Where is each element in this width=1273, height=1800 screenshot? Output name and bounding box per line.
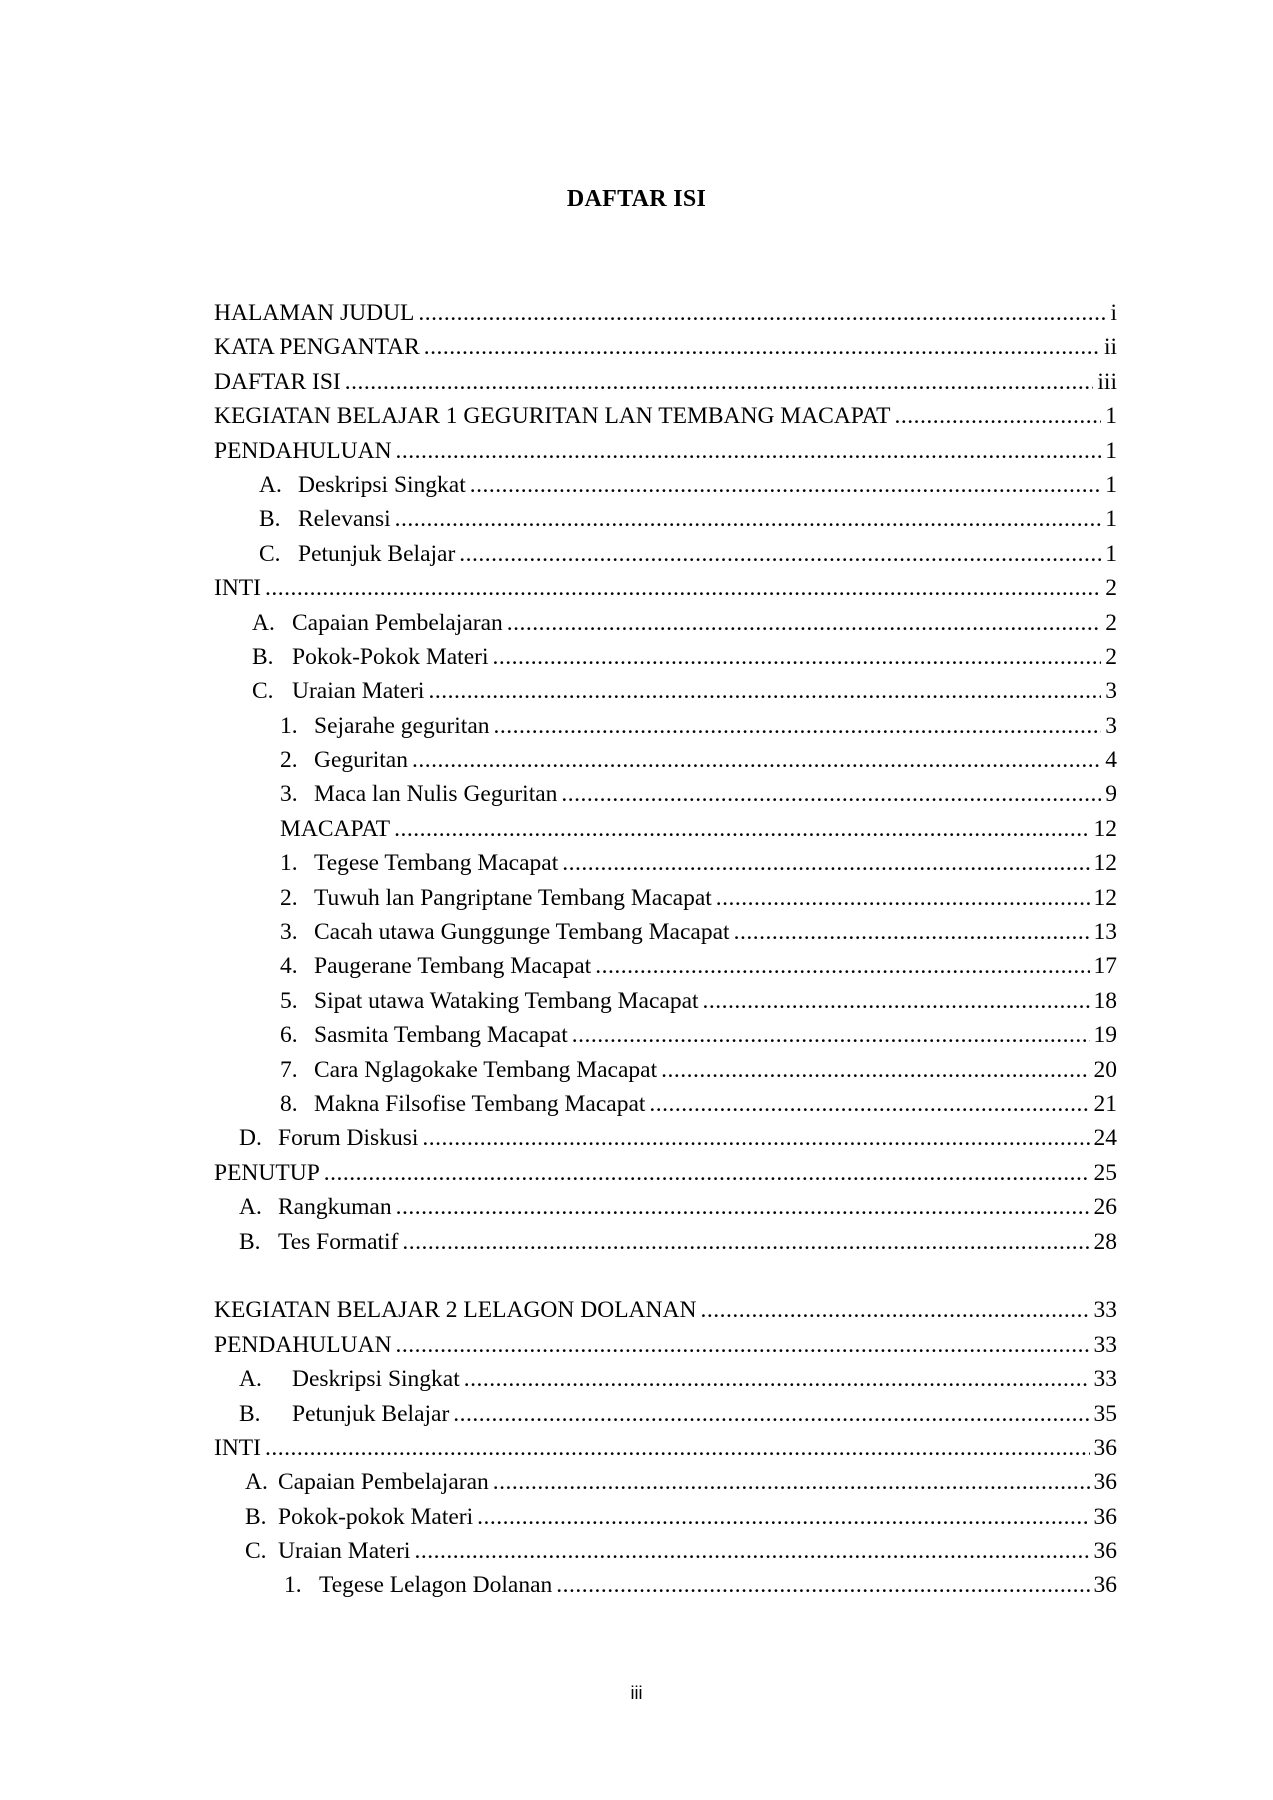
toc-entry-page: 1 (1105, 437, 1117, 464)
toc-entry-title: Uraian Materi (278, 1538, 411, 1565)
toc-entry[interactable] (214, 1534, 1117, 1568)
toc-entry[interactable] (214, 365, 1117, 399)
toc-entry-number: 4. (280, 953, 298, 980)
toc-entry-page: 35 (1093, 1400, 1117, 1427)
toc-entry[interactable] (214, 296, 1117, 330)
toc-entry-number: 8. (280, 1090, 298, 1117)
table-of-contents (214, 296, 1117, 1603)
toc-dot-leader (396, 1190, 1090, 1224)
toc-entry-page: 36 (1093, 1469, 1117, 1496)
toc-dot-leader (464, 1362, 1090, 1396)
toc-entry-title: HALAMAN JUDUL (214, 300, 415, 326)
toc-entry-page: 36 (1093, 1572, 1117, 1599)
toc-entry-page: 36 (1093, 1434, 1117, 1461)
toc-entry-title: Pokok-Pokok Materi (292, 643, 489, 670)
toc-entry[interactable] (214, 846, 1117, 880)
toc-entry[interactable] (214, 881, 1117, 915)
toc-entry-title: KEGIATAN BELAJAR 1 GEGURITAN LAN TEMBANG MACAPAT (214, 403, 891, 430)
toc-dot-leader (424, 330, 1100, 364)
toc-entry[interactable] (214, 1293, 1117, 1327)
toc-entry-page: 25 (1093, 1159, 1117, 1186)
toc-dot-leader (494, 709, 1102, 743)
toc-entry-title: Deskripsi Singkat (292, 1366, 460, 1393)
toc-entry-title: Sipat utawa Wataking Tembang Macapat (314, 987, 699, 1014)
toc-entry-number: C. (245, 1538, 267, 1565)
toc-entry[interactable] (214, 984, 1117, 1018)
toc-entry-page: 9 (1105, 781, 1117, 808)
toc-entry-title: PENDAHULUAN (214, 1331, 392, 1358)
toc-entry-title: Relevansi (298, 506, 391, 533)
toc-dot-leader (493, 1465, 1090, 1499)
toc-entry[interactable] (214, 743, 1117, 777)
toc-entry-page: 18 (1093, 987, 1117, 1014)
toc-entry-number: 3. (280, 781, 298, 808)
toc-entry-page: 2 (1105, 609, 1117, 636)
toc-entry[interactable] (214, 1053, 1117, 1087)
toc-dot-leader (894, 399, 1101, 433)
toc-entry-number: B. (259, 506, 281, 533)
toc-entry-title: Petunjuk Belajar (292, 1400, 450, 1427)
toc-entry-title: INTI (214, 575, 261, 602)
toc-dot-leader (700, 1293, 1089, 1327)
toc-entry-title: INTI (214, 1434, 261, 1461)
toc-entry-title: Capaian Pembelajaran (278, 1469, 489, 1496)
toc-entry-page: 12 (1093, 815, 1117, 842)
toc-dot-leader (422, 1121, 1089, 1155)
toc-entry-page: 21 (1093, 1090, 1117, 1117)
toc-dot-leader (561, 777, 1101, 811)
toc-entry-title: Cacah utawa Gunggunge Tembang Macapat (314, 919, 730, 946)
toc-dot-leader (428, 674, 1101, 708)
toc-entry-page: 36 (1093, 1538, 1117, 1565)
toc-entry-number: A. (239, 1194, 262, 1221)
toc-entry-title: Tuwuh lan Pangriptane Tembang Macapat (314, 884, 712, 911)
toc-entry-page: 3 (1105, 678, 1117, 705)
toc-entry-title: Tes Formatif (278, 1228, 399, 1255)
toc-entry-number: 3. (280, 919, 298, 946)
toc-entry-page: 19 (1093, 1022, 1117, 1049)
toc-entry[interactable] (214, 777, 1117, 811)
toc-entry-title: Deskripsi Singkat (298, 471, 466, 498)
toc-dot-leader (716, 881, 1090, 915)
toc-entry[interactable] (214, 571, 1117, 605)
toc-dot-leader (412, 743, 1101, 777)
toc-entry-title: MACAPAT (280, 815, 391, 842)
toc-dot-leader (459, 537, 1101, 571)
toc-dot-leader (414, 1534, 1089, 1568)
toc-entry-title: Sejarahe geguritan (314, 712, 490, 739)
toc-entry-title: Pokok-pokok Materi (278, 1503, 474, 1530)
toc-entry[interactable] (214, 502, 1117, 536)
toc-spacer (214, 1259, 1117, 1293)
toc-dot-leader (572, 1018, 1090, 1052)
toc-entry-number: A. (239, 1366, 262, 1393)
toc-dot-leader (396, 434, 1102, 468)
toc-dot-leader (396, 1328, 1090, 1362)
toc-entry[interactable] (214, 399, 1117, 433)
toc-entry-title: Paugerane Tembang Macapat (314, 953, 592, 980)
toc-entry-page: 1 (1105, 540, 1117, 567)
toc-entry-number: 2. (280, 884, 298, 911)
toc-entry-number: B. (252, 643, 274, 670)
toc-dot-leader (470, 468, 1101, 502)
toc-entry-title: PENUTUP (214, 1159, 320, 1186)
toc-dot-leader (649, 1087, 1089, 1121)
toc-entry[interactable] (214, 1465, 1117, 1499)
toc-entry[interactable] (214, 1225, 1117, 1259)
toc-entry-number: B. (239, 1400, 261, 1427)
toc-entry[interactable] (214, 1362, 1117, 1396)
toc-entry-page: 20 (1093, 1056, 1117, 1083)
toc-dot-leader (265, 1431, 1090, 1465)
toc-entry-number: 6. (280, 1022, 298, 1049)
toc-dot-leader (661, 1053, 1089, 1087)
toc-entry[interactable] (214, 1431, 1117, 1465)
toc-dot-leader (556, 1568, 1089, 1602)
toc-entry[interactable] (214, 812, 1117, 846)
toc-entry-number: 7. (280, 1056, 298, 1083)
toc-dot-leader (395, 502, 1102, 536)
toc-dot-leader (734, 915, 1090, 949)
toc-dot-leader (703, 984, 1090, 1018)
toc-entry-title: KATA PENGANTAR (214, 334, 420, 361)
toc-entry-page: ii (1103, 334, 1117, 361)
toc-entry[interactable] (214, 1156, 1117, 1190)
toc-entry-page: 12 (1093, 850, 1117, 877)
toc-entry-title: Capaian Pembelajaran (292, 609, 503, 636)
toc-entry-title: Tegese Tembang Macapat (314, 850, 559, 877)
toc-entry-page: 12 (1093, 884, 1117, 911)
toc-entry-page: 3 (1105, 712, 1117, 739)
toc-entry-title: Uraian Materi (292, 678, 425, 705)
toc-entry-number: 1. (280, 712, 298, 739)
toc-entry-number: 5. (280, 987, 298, 1014)
toc-entry-title: Maca lan Nulis Geguritan (314, 781, 558, 808)
toc-dot-leader (394, 812, 1089, 846)
toc-entry-page: 33 (1093, 1297, 1117, 1324)
toc-entry-page: iii (1097, 368, 1117, 395)
toc-entry[interactable] (214, 1500, 1117, 1534)
toc-entry[interactable] (214, 640, 1117, 674)
toc-entry-number: B. (245, 1503, 267, 1530)
toc-dot-leader (324, 1156, 1090, 1190)
toc-dot-leader (492, 640, 1101, 674)
toc-entry-page: 1 (1105, 506, 1117, 533)
toc-entry[interactable] (214, 434, 1117, 468)
page-number: iii (630, 1683, 643, 1703)
toc-entry[interactable] (214, 1328, 1117, 1362)
toc-dot-leader (477, 1500, 1089, 1534)
toc-entry-page: 26 (1093, 1194, 1117, 1221)
toc-entry-page: 28 (1093, 1228, 1117, 1255)
toc-entry-page: 33 (1093, 1331, 1117, 1358)
toc-entry[interactable] (214, 709, 1117, 743)
toc-entry-title: Tegese Lelagon Dolanan (319, 1572, 553, 1599)
toc-entry[interactable] (214, 1397, 1117, 1431)
toc-entry-page: 36 (1093, 1503, 1117, 1530)
toc-dot-leader (595, 949, 1089, 983)
toc-entry-page: 33 (1093, 1366, 1117, 1393)
toc-dot-leader (402, 1225, 1089, 1259)
toc-entry[interactable] (214, 915, 1117, 949)
toc-entry-title: Cara Nglagokake Tembang Macapat (314, 1056, 658, 1083)
toc-entry[interactable] (214, 1018, 1117, 1052)
toc-entry[interactable] (214, 1568, 1117, 1602)
toc-entry-title: Geguritan (314, 747, 408, 774)
toc-entry-number: A. (252, 609, 275, 636)
toc-entry-number: 2. (280, 747, 298, 774)
toc-entry[interactable] (214, 606, 1117, 640)
toc-entry-page: 4 (1105, 747, 1117, 774)
toc-entry[interactable] (214, 537, 1117, 571)
toc-entry-title: Makna Filsofise Tembang Macapat (314, 1090, 646, 1117)
toc-entry-page: 2 (1105, 643, 1117, 670)
toc-dot-leader (418, 296, 1106, 330)
toc-entry[interactable] (214, 468, 1117, 502)
toc-entry-number: A. (245, 1469, 268, 1496)
toc-entry-title: Petunjuk Belajar (298, 540, 456, 567)
page-title: DAFTAR ISI (566, 186, 707, 212)
toc-entry[interactable] (214, 949, 1117, 983)
toc-dot-leader (453, 1397, 1089, 1431)
toc-entry-page: 1 (1105, 471, 1117, 498)
toc-dot-leader (265, 571, 1101, 605)
toc-entry[interactable] (214, 1087, 1117, 1121)
toc-entry-page: i (1110, 300, 1117, 326)
toc-dot-leader (562, 846, 1089, 880)
toc-entry-title: Forum Diskusi (278, 1125, 419, 1152)
toc-entry[interactable] (214, 674, 1117, 708)
toc-entry-page: 13 (1093, 919, 1117, 946)
toc-entry-title: Rangkuman (278, 1194, 392, 1221)
toc-entry-page: 1 (1105, 403, 1117, 430)
toc-entry[interactable] (214, 330, 1117, 364)
toc-entry[interactable] (214, 1190, 1117, 1224)
toc-dot-leader (507, 606, 1101, 640)
toc-entry-number: D. (239, 1125, 262, 1152)
toc-entry-page: 2 (1105, 575, 1117, 602)
toc-entry-number: C. (252, 678, 274, 705)
toc-dot-leader (345, 365, 1094, 399)
toc-entry-title: PENDAHULUAN (214, 437, 392, 464)
toc-entry-page: 24 (1093, 1125, 1117, 1152)
toc-entry-title: KEGIATAN BELAJAR 2 LELAGON DOLANAN (214, 1297, 697, 1324)
toc-entry-title: Sasmita Tembang Macapat (314, 1022, 568, 1049)
toc-entry-page: 17 (1093, 953, 1117, 980)
toc-entry-number: B. (239, 1228, 261, 1255)
toc-entry[interactable] (214, 1121, 1117, 1155)
toc-entry-number: C. (259, 540, 281, 567)
toc-entry-number: 1. (280, 850, 298, 877)
toc-entry-number: 1. (284, 1572, 302, 1599)
toc-entry-number: A. (259, 471, 282, 498)
toc-entry-title: DAFTAR ISI (214, 368, 341, 395)
